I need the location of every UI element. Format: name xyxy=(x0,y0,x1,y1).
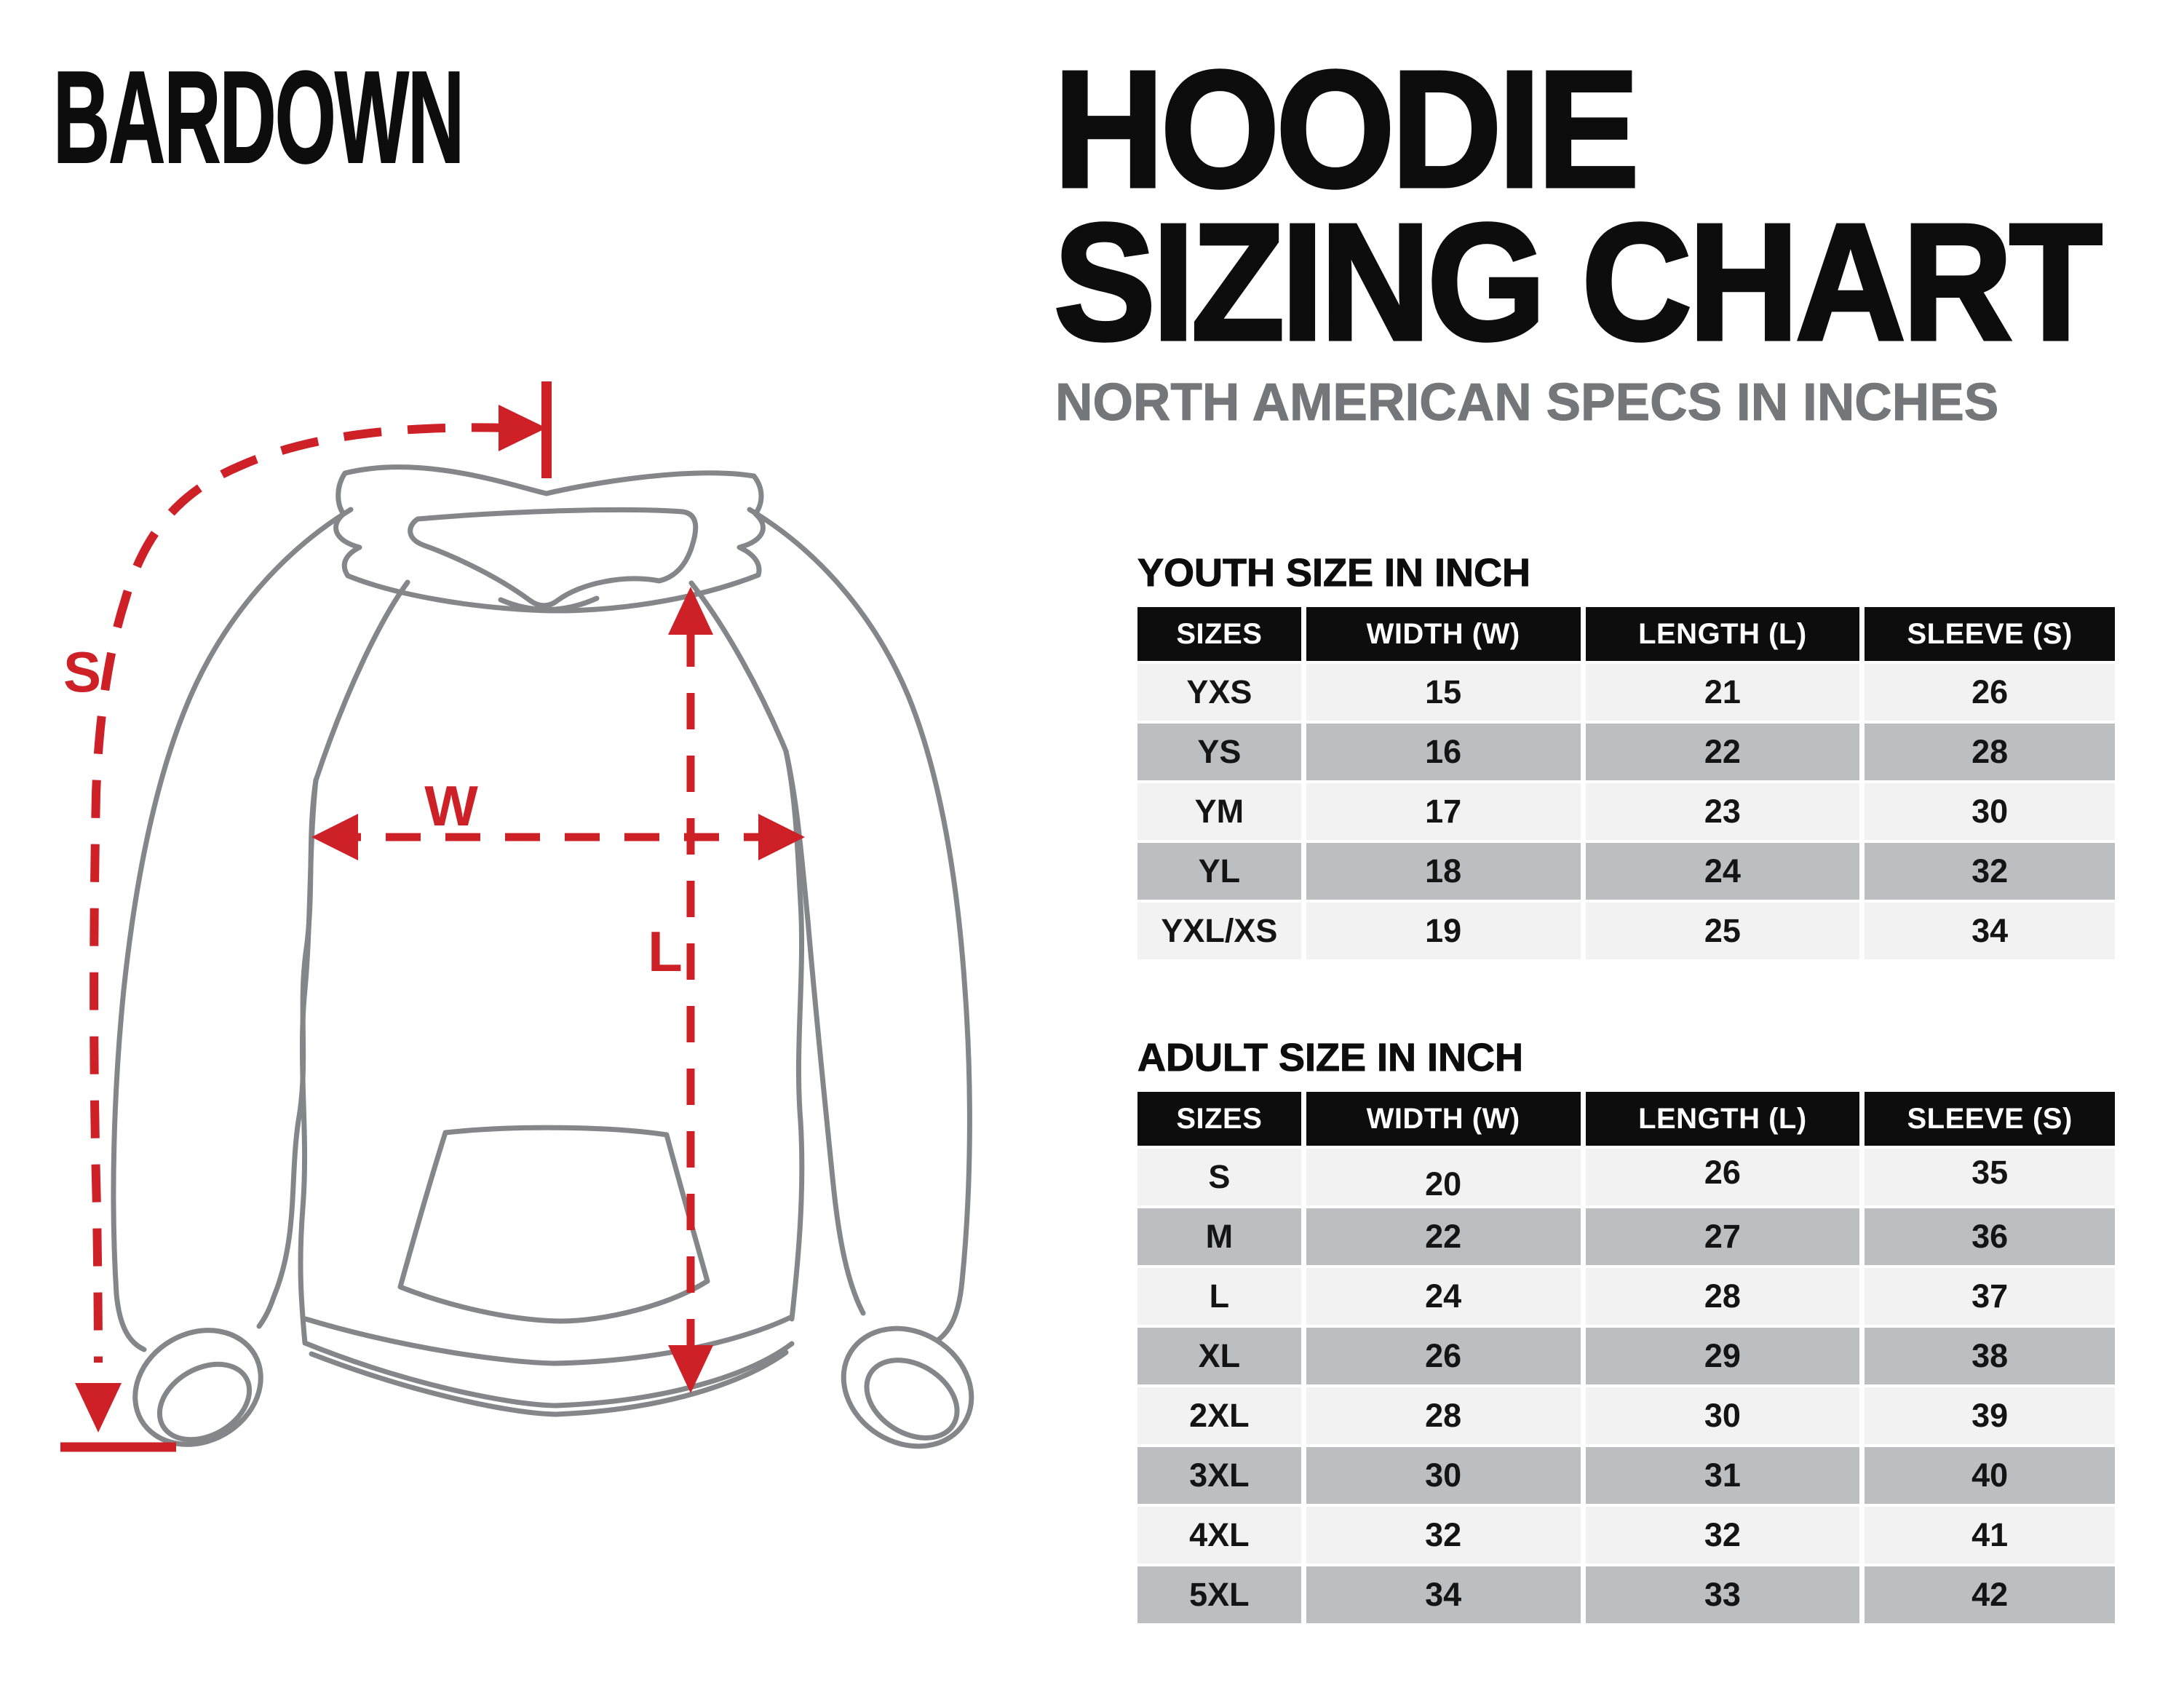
value-cell: 29 xyxy=(1586,1328,1860,1384)
value-cell: 30 xyxy=(1865,783,2115,840)
size-cell: 4XL xyxy=(1137,1507,1301,1564)
table-row xyxy=(1137,843,2115,900)
value-cell: 30 xyxy=(1306,1447,1581,1504)
value-cell: 16 xyxy=(1306,724,1581,780)
table-row xyxy=(1137,724,2115,780)
column-header: LENGTH (L) xyxy=(1586,1092,1860,1146)
table-header-row xyxy=(1137,1092,2115,1146)
value-cell: 28 xyxy=(1586,1268,1860,1325)
value-cell: 32 xyxy=(1306,1507,1581,1564)
column-header: SLEEVE (S) xyxy=(1865,607,2115,661)
size-cell: 2XL xyxy=(1137,1387,1301,1444)
value-cell: 24 xyxy=(1306,1268,1581,1325)
value-cell: 32 xyxy=(1586,1507,1860,1564)
length-arrow-down-icon xyxy=(668,1345,713,1393)
table-row xyxy=(1137,903,2115,959)
value-cell: 23 xyxy=(1586,783,1860,840)
size-cell: YS xyxy=(1137,724,1301,780)
value-cell: 15 xyxy=(1306,664,1581,721)
value-cell: 36 xyxy=(1865,1208,2115,1265)
column-header: LENGTH (L) xyxy=(1586,607,1860,661)
table-row xyxy=(1137,1447,2115,1504)
table-row xyxy=(1137,1149,2115,1205)
value-cell: 35 xyxy=(1865,1149,2115,1205)
youth-section-title: YOUTH SIZE IN INCH xyxy=(1137,551,1531,595)
width-arrow-left-icon xyxy=(311,814,358,860)
sleeve-arrow-down-icon xyxy=(75,1383,122,1433)
value-cell: 17 xyxy=(1306,783,1581,840)
value-cell: 34 xyxy=(1306,1566,1581,1623)
value-cell: 30 xyxy=(1586,1387,1860,1444)
table-row xyxy=(1137,664,2115,721)
column-header: SLEEVE (S) xyxy=(1865,1092,2115,1146)
table-row xyxy=(1137,1507,2115,1564)
length-label: L xyxy=(648,919,683,983)
value-cell: 28 xyxy=(1306,1387,1581,1444)
table-row xyxy=(1137,1208,2115,1265)
table-header-row xyxy=(1137,607,2115,661)
sleeve-label: S xyxy=(63,640,102,704)
size-cell: L xyxy=(1137,1268,1301,1325)
brand-logo: BARDOWN xyxy=(53,44,464,191)
page-title-line1: HOODIE xyxy=(1054,37,1636,222)
column-header: SIZES xyxy=(1137,607,1301,661)
size-cell: XL xyxy=(1137,1328,1301,1384)
size-cell: 5XL xyxy=(1137,1566,1301,1623)
value-cell: 38 xyxy=(1865,1328,2115,1384)
value-cell: 24 xyxy=(1586,843,1860,900)
value-cell: 21 xyxy=(1586,664,1860,721)
column-header: WIDTH (W) xyxy=(1306,1092,1581,1146)
column-header: SIZES xyxy=(1137,1092,1301,1146)
value-cell: 25 xyxy=(1586,903,1860,959)
table-row xyxy=(1137,1268,2115,1325)
value-cell: 31 xyxy=(1586,1447,1860,1504)
page-title-line2: SIZING CHART xyxy=(1054,189,2100,375)
adult-size-table xyxy=(1132,1089,2120,1626)
youth-size-table xyxy=(1132,604,2120,962)
table-row xyxy=(1137,1566,2115,1623)
size-cell: S xyxy=(1137,1149,1301,1205)
value-cell: 26 xyxy=(1586,1149,1860,1205)
value-cell: 22 xyxy=(1586,724,1860,780)
sleeve-arrow-right-icon xyxy=(499,405,547,451)
adult-size-section xyxy=(1137,1035,2125,1626)
value-cell: 40 xyxy=(1865,1447,2115,1504)
page-title xyxy=(1054,37,2100,375)
value-cell: 26 xyxy=(1865,664,2115,721)
value-cell: 19 xyxy=(1306,903,1581,959)
size-cell: YXL/XS xyxy=(1137,903,1301,959)
table-row xyxy=(1137,783,2115,840)
value-cell: 22 xyxy=(1306,1208,1581,1265)
size-cell: 3XL xyxy=(1137,1447,1301,1504)
value-cell: 33 xyxy=(1586,1566,1860,1623)
value-cell: 18 xyxy=(1306,843,1581,900)
pocket-outline xyxy=(400,1128,707,1321)
size-cell: YL xyxy=(1137,843,1301,900)
value-cell: 37 xyxy=(1865,1268,2115,1325)
column-header: WIDTH (W) xyxy=(1306,607,1581,661)
size-cell: M xyxy=(1137,1208,1301,1265)
hoodie-measurement-diagram xyxy=(0,0,1055,1688)
size-cell: YM xyxy=(1137,783,1301,840)
value-cell: 28 xyxy=(1865,724,2115,780)
width-label: W xyxy=(424,774,478,838)
hoodie-outline xyxy=(114,467,993,1470)
value-cell: 34 xyxy=(1865,903,2115,959)
value-cell: 39 xyxy=(1865,1387,2115,1444)
youth-size-section xyxy=(1137,550,2125,962)
value-cell: 20 xyxy=(1306,1149,1581,1205)
table-row xyxy=(1137,1328,2115,1384)
value-cell: 27 xyxy=(1586,1208,1860,1265)
value-cell: 41 xyxy=(1865,1507,2115,1564)
value-cell: 26 xyxy=(1306,1328,1581,1384)
value-cell: 42 xyxy=(1865,1566,2115,1623)
value-cell: 32 xyxy=(1865,843,2115,900)
page-subtitle: NORTH AMERICAN SPECS IN INCHES xyxy=(1055,373,1999,432)
table-row xyxy=(1137,1387,2115,1444)
size-cell: YXS xyxy=(1137,664,1301,721)
adult-section-title: ADULT SIZE IN INCH xyxy=(1137,1036,1523,1079)
